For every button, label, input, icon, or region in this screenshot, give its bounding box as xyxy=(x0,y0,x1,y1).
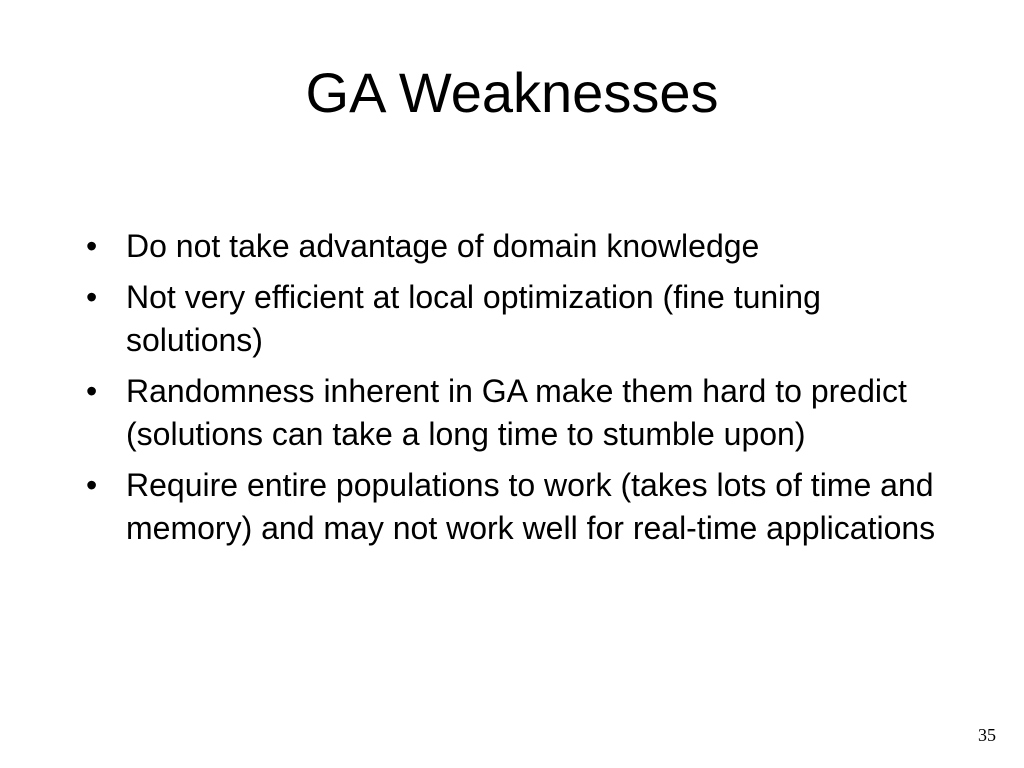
bullet-item xyxy=(86,370,946,456)
bullet-list xyxy=(86,225,946,558)
bullet-item xyxy=(86,276,946,362)
page-number: 35 xyxy=(978,725,996,745)
bullet-icon: • xyxy=(86,279,98,315)
bullet-item xyxy=(86,225,946,268)
bullet-item xyxy=(86,464,946,550)
bullet-text: Require entire populations to work (takes lots of time and memory) and may not work well for real-time applications xyxy=(126,467,936,546)
bullet-text: Not very efficient at local optimization (fine tuning solutions) xyxy=(126,279,821,358)
bullet-icon: • xyxy=(86,228,98,264)
bullet-icon: • xyxy=(86,373,98,409)
slide-title: GA Weaknesses xyxy=(305,61,719,124)
bullet-icon: • xyxy=(86,467,98,503)
bullet-text: Randomness inherent in GA make them hard to predict (solutions can take a long time to stumble upon) xyxy=(126,373,907,452)
bullet-text: Do not take advantage of domain knowledge xyxy=(126,228,760,264)
